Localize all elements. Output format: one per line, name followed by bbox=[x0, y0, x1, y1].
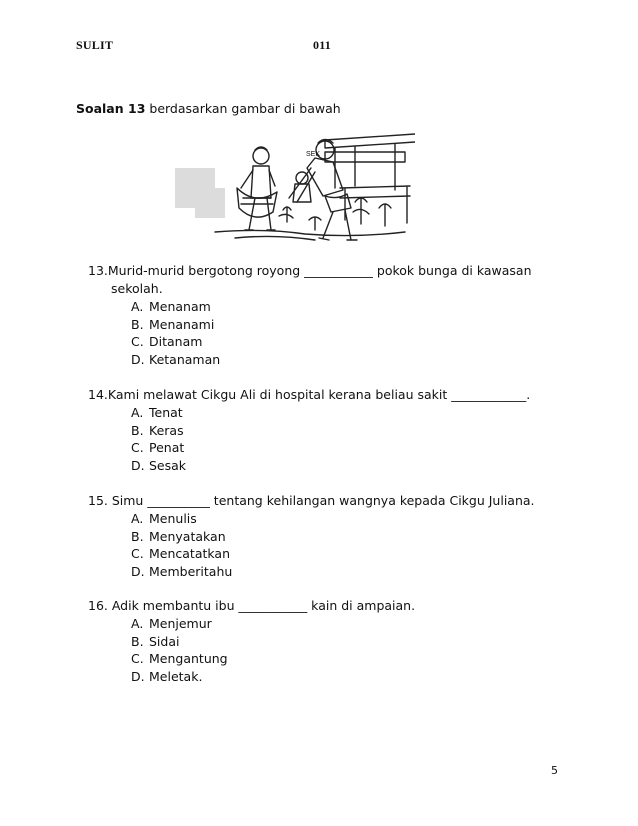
option-a: A. Menulis bbox=[131, 511, 197, 526]
question-stem: 14.Kami melawat Cikgu Ali di hospital kerana beliau sakit ____________. bbox=[88, 387, 531, 402]
option-a: A. Menanam bbox=[131, 299, 211, 314]
sign-text: SEK bbox=[306, 151, 321, 158]
option-a: A. Menjemur bbox=[131, 616, 212, 631]
question-13 bbox=[88, 262, 532, 368]
question-intro bbox=[76, 101, 341, 116]
option-list bbox=[88, 615, 415, 685]
option-list bbox=[88, 510, 535, 580]
option-d: D. Ketanaman bbox=[131, 351, 221, 367]
question-stem: 13.Murid-murid bergotong royong ___________ pokok bunga di kawasan bbox=[88, 263, 532, 278]
page-number: 5 bbox=[551, 764, 558, 777]
option-a: A. Tenat bbox=[131, 405, 183, 420]
header-code: 011 bbox=[313, 38, 331, 52]
header-sulit: SULIT bbox=[76, 38, 114, 52]
option-list bbox=[88, 404, 530, 474]
option-b: B. Keras bbox=[131, 422, 184, 438]
option-c: C. Mencatatkan bbox=[131, 546, 230, 562]
question-stem: 15. Simu __________ tentang kehilangan wangnya kepada Cikgu Juliana. bbox=[88, 493, 535, 508]
intro-rest: berdasarkan gambar di bawah bbox=[149, 101, 341, 116]
option-c: C. Mengantung bbox=[131, 651, 228, 667]
option-c: C. Penat bbox=[131, 440, 185, 456]
option-c: C. Ditanam bbox=[131, 334, 203, 350]
question-16 bbox=[88, 597, 415, 685]
intro-prefix: Soalan 13 bbox=[76, 101, 146, 116]
option-b: B. Menyatakan bbox=[131, 528, 226, 544]
option-d: D. Meletak. bbox=[131, 668, 203, 684]
question-stem: 16. Adik membantu ibu ___________ kain di ampaian. bbox=[88, 598, 416, 613]
option-d: D. Sesak bbox=[131, 457, 187, 473]
option-b: B. Menanami bbox=[131, 316, 215, 332]
illustration-gotong-royong bbox=[175, 128, 415, 248]
question-stem-continuation: sekolah. bbox=[111, 281, 163, 296]
question-14 bbox=[88, 386, 530, 474]
option-list bbox=[88, 298, 532, 368]
option-d: D. Memberitahu bbox=[131, 563, 233, 579]
question-15 bbox=[88, 492, 535, 580]
option-b: B. Sidai bbox=[131, 633, 180, 649]
